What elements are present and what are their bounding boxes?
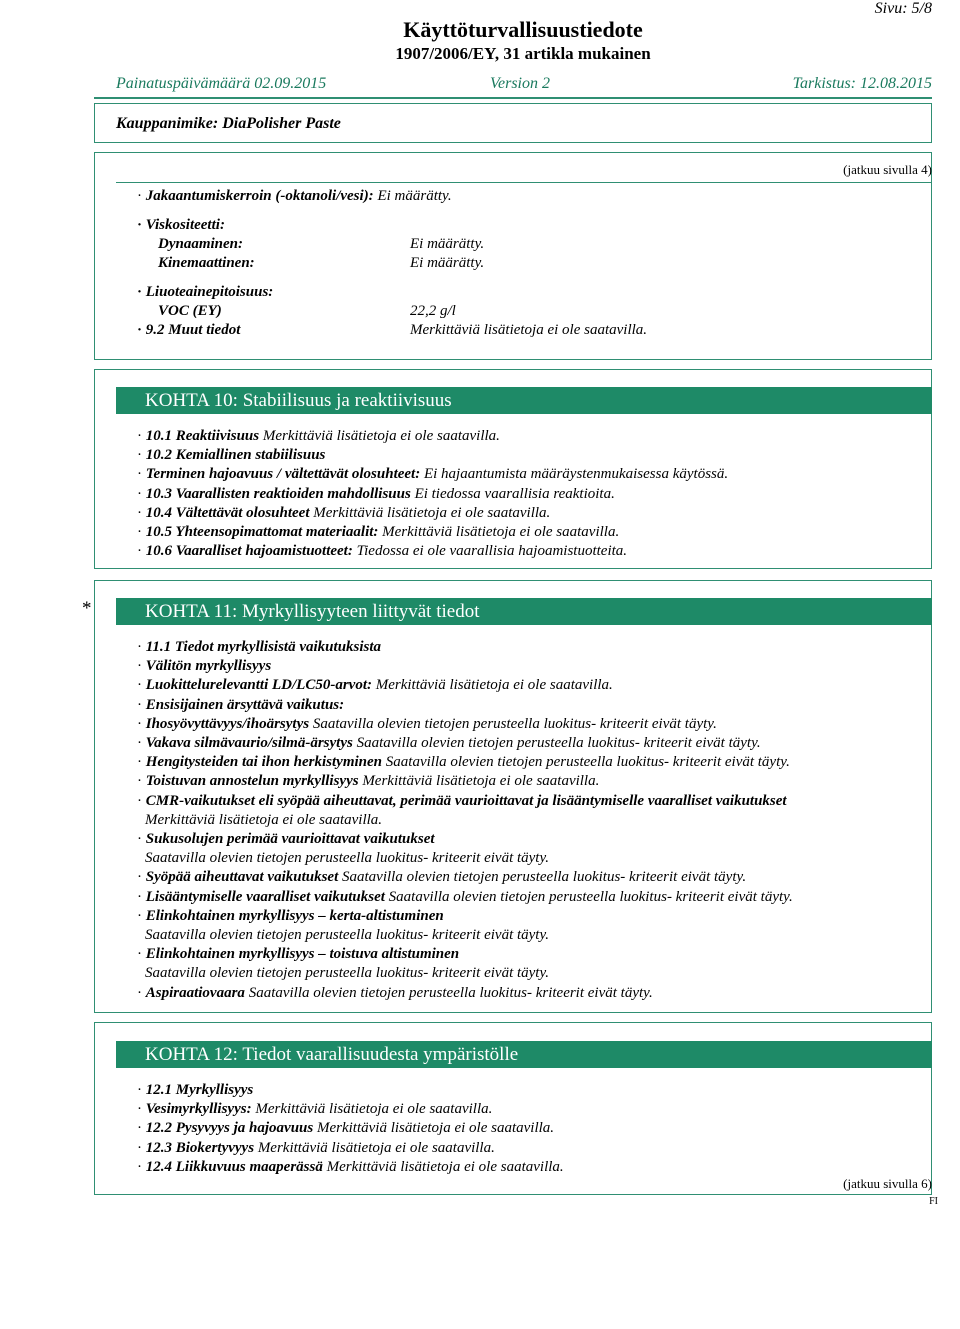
print-date: Painatuspäivämäärä 02.09.2015 [116, 75, 327, 92]
section9-inner-rule [116, 182, 932, 183]
partition-coefficient: · Jakaantumiskerroin (-oktanoli/vesi): Ei määrätty. [137, 188, 452, 204]
item-label: 12.2 Pysyvyys ja hajoavuus [145, 1120, 314, 1137]
item-label: Elinkohtainen myrkyllisyys – kerta-altistuminen [145, 907, 444, 924]
section10-title: KOHTA 10: Stabiilisuus ja reaktiivisuus [116, 387, 932, 414]
trade-name: Kauppanimike: DiaPolisher Paste [116, 115, 341, 132]
other-info-label: · 9.2 Muut tiedot [137, 322, 241, 338]
list-item: · 10.6 Vaaralliset hajoamistuotteet: Tiedossa ei ole vaarallisia hajoamistuotteita. [137, 543, 628, 560]
list-item: · Lisääntymiselle vaaralliset vaikutukset Saatavilla olevien tietojen perusteella luokitus- kriteerit eivät täyty. [137, 888, 793, 905]
list-item: · 11.1 Tiedot myrkyllisistä vaikutuksista [137, 639, 382, 655]
item-value: Saatavilla olevien tietojen perusteella luokitus- kriteerit eivät täyty. [145, 850, 550, 867]
kinematic-value: Ei määrätty. [410, 255, 485, 271]
item-value: Saatavilla olevien tietojen perusteella luokitus- kriteerit eivät täyty. [145, 927, 550, 943]
item-value: Saatavilla olevien tietojen perusteella luokitus- kriteerit eivät täyty. [385, 754, 790, 771]
item-label: Ensisijainen ärsyttävä vaikutus: [145, 696, 345, 713]
dynamic-value: Ei määrätty. [410, 236, 485, 252]
list-item: · Ihosyövyttävyys/ihoärsytys Saatavilla olevien tietojen perusteella luokitus- kriteerit eivät täyty. [137, 715, 717, 732]
list-item: · 10.2 Kemiallinen stabiilisuus [137, 447, 326, 464]
version: Version 2 [490, 75, 550, 92]
item-value: Merkittäviä lisätietoja ei ole saatavilla. [257, 1139, 495, 1156]
list-item: · 12.2 Pysyvyys ja hajoavuus Merkittäviä lisätietoja ei ole saatavilla. [137, 1120, 555, 1137]
list-item [145, 964, 549, 983]
list-item: · Ensisijainen ärsyttävä vaikutus: [137, 696, 345, 713]
item-label: Aspiraatiovaara [145, 984, 245, 1001]
continued-on: (jatkuu sivulla 6) [843, 1176, 932, 1191]
dynamic-label: Dynaaminen: [158, 236, 244, 252]
item-label: 12.1 Myrkyllisyys [145, 1082, 254, 1098]
item-label: Syöpää aiheuttavat vaikutukset [145, 869, 339, 886]
continued-from: (jatkuu sivulla 4) [843, 162, 932, 177]
item-label: Terminen hajoavuus / vältettävät olosuhteet: [145, 466, 421, 483]
list-item: · Syöpää aiheuttavat vaikutukset Saatavilla olevien tietojen perusteella luokitus- kriteerit eivät täyty. [137, 869, 747, 886]
item-label: 10.1 Reaktiivisuus [145, 428, 260, 444]
item-label: 10.5 Yhteensopimattomat materiaalit: [145, 524, 379, 540]
list-item: · 12.4 Liikkuvuus maaperässä Merkittäviä lisätietoja ei ole saatavilla. [137, 1158, 564, 1175]
document-title: Käyttöturvallisuustiedote [403, 17, 643, 42]
item-label: 10.6 Vaaralliset hajoamistuotteet: [145, 543, 353, 560]
item-value: Merkittäviä lisätietoja ei ole saatavilla. [375, 677, 613, 694]
list-item: · 10.1 Reaktiivisuus Merkittäviä lisätietoja ei ole saatavilla. [137, 428, 500, 444]
list-item [145, 811, 382, 830]
page-number: Sivu: 5/8 [874, 0, 932, 17]
list-item: · Elinkohtainen myrkyllisyys – toistuva altistuminen [137, 946, 460, 963]
item-label: Sukusolujen perimää vaurioittavat vaikutukset [145, 831, 435, 847]
item-label: Vakava silmävaurio/silmä-ärsytys [145, 735, 353, 751]
list-item: · Hengitysteiden tai ihon herkistyminen Saatavilla olevien tietojen perusteella luokitus- kriteerit eivät täyty. [137, 754, 790, 771]
item-value: Saatavilla olevien tietojen perusteella luokitus- kriteerit eivät täyty. [356, 735, 761, 751]
list-item: · 12.3 Biokertyvyys Merkittäviä lisätietoja ei ole saatavilla. [137, 1139, 495, 1156]
list-item: · Luokittelurelevantti LD/LC50-arvot: Merkittäviä lisätietoja ei ole saatavilla. [137, 677, 613, 694]
section11-title: KOHTA 11: Myrkyllisyyteen liittyvät tiedot [116, 598, 932, 625]
item-label: 10.3 Vaarallisten reaktioiden mahdollisuus [145, 485, 411, 502]
kinematic-label: Kinemaattinen: [158, 255, 255, 271]
item-value: Saatavilla olevien tietojen perusteella luokitus- kriteerit eivät täyty. [145, 965, 550, 982]
item-label: Välitön myrkyllisyys [145, 658, 272, 675]
list-item: · 10.4 Vältettävät olosuhteet Merkittäviä lisätietoja ei ole saatavilla. [137, 504, 551, 521]
solvent-label: · Liuoteainepitoisuus: [137, 284, 274, 300]
item-value: Merkittäviä lisätietoja ei ole saatavilla. [255, 1101, 493, 1118]
item-label: Elinkohtainen myrkyllisyys – toistuva altistuminen [145, 946, 460, 963]
voc-label: VOC (EY) [158, 303, 222, 319]
item-value: Saatavilla olevien tietojen perusteella luokitus- kriteerit eivät täyty. [248, 984, 653, 1001]
item-value: Merkittäviä lisätietoja ei ole saatavilla. [316, 1120, 555, 1137]
list-item: · Vesimyrkyllisyys: Merkittäviä lisätietoja ei ole saatavilla. [137, 1101, 493, 1118]
item-label: Hengitysteiden tai ihon herkistyminen [145, 754, 383, 771]
item-value: Merkittäviä lisätietoja ei ole saatavilla. [145, 811, 383, 828]
revision-marker: * [82, 598, 92, 619]
item-value: Saatavilla olevien tietojen perusteella luokitus- kriteerit eivät täyty. [312, 715, 717, 732]
item-value: Merkittäviä lisätietoja ei ole saatavilla. [362, 773, 600, 790]
list-item: · Toistuvan annostelun myrkyllisyys Merkittäviä lisätietoja ei ole saatavilla. [137, 773, 600, 790]
trade-name-box [94, 103, 932, 143]
list-item: · Sukusolujen perimää vaurioittavat vaikutukset [137, 831, 435, 847]
viscosity-label: · Viskositeetti: [137, 217, 225, 233]
list-item: · Aspiraatiovaara Saatavilla olevien tietojen perusteella luokitus- kriteerit eivät täyty. [137, 984, 653, 1001]
item-label: Lisääntymiselle vaaralliset vaikutukset [145, 888, 385, 905]
other-info-value: Merkittäviä lisätietoja ei ole saatavilla. [410, 322, 648, 338]
list-item: · Välitön myrkyllisyys [137, 658, 272, 675]
item-value: Saatavilla olevien tietojen perusteella luokitus- kriteerit eivät täyty. [342, 869, 747, 886]
list-item [145, 926, 549, 945]
item-value: Merkittäviä lisätietoja ei ole saatavilla. [313, 504, 551, 521]
list-item [145, 849, 549, 868]
list-item: · 12.1 Myrkyllisyys [137, 1082, 254, 1098]
item-value: Saatavilla olevien tietojen perusteella luokitus- kriteerit eivät täyty. [388, 888, 793, 905]
list-item: · Terminen hajoavuus / vältettävät olosuhteet: Ei hajaantumista määräystenmukaisessa käytössä. [137, 466, 729, 483]
list-item: · 10.3 Vaarallisten reaktioiden mahdollisuus Ei tiedossa vaarallisia reaktioita. [137, 485, 615, 502]
list-item: · CMR-vaikutukset eli syöpää aiheuttavat, perimää vaurioittavat ja lisääntymiselle vaaralliset vaikutukset [137, 792, 787, 809]
item-label: Luokittelurelevantti LD/LC50-arvot: [145, 677, 372, 694]
item-label: Ihosyövyttävyys/ihoärsytys [145, 715, 310, 732]
voc-value: 22,2 g/l [410, 303, 456, 319]
item-label: 12.3 Biokertyvyys [145, 1139, 255, 1156]
item-label: 10.2 Kemiallinen stabiilisuus [145, 447, 326, 464]
revision-date: Tarkistus: 12.08.2015 [792, 75, 932, 92]
language-code: FI [929, 1196, 938, 1207]
item-value: Tiedossa ei ole vaarallisia hajoamistuotteita. [356, 543, 628, 560]
item-value: Merkittäviä lisätietoja ei ole saatavilla. [326, 1158, 564, 1175]
item-value: Ei hajaantumista määräystenmukaisessa käytössä. [423, 466, 729, 483]
item-label: CMR-vaikutukset eli syöpää aiheuttavat, perimää vaurioittavat ja lisääntymiselle vaaralliset vaikutukset [145, 792, 787, 809]
regulation-reference: 1907/2006/EY, 31 artikla mukainen [395, 44, 651, 63]
section12-title: KOHTA 12: Tiedot vaarallisuudesta ympäristölle [116, 1041, 932, 1068]
list-item: · Elinkohtainen myrkyllisyys – kerta-altistuminen [137, 907, 444, 924]
item-value: Ei tiedossa vaarallisia reaktioita. [414, 485, 615, 502]
list-item: · Vakava silmävaurio/silmä-ärsytys Saatavilla olevien tietojen perusteella luokitus- kriteerit eivät täyty. [137, 735, 761, 751]
item-label: 10.4 Vältettävät olosuhteet [145, 504, 310, 521]
item-value: Merkittäviä lisätietoja ei ole saatavilla. [262, 428, 500, 444]
list-item: · 10.5 Yhteensopimattomat materiaalit: Merkittäviä lisätietoja ei ole saatavilla. [137, 524, 620, 540]
item-label: 11.1 Tiedot myrkyllisistä vaikutuksista [145, 639, 382, 655]
item-label: 12.4 Liikkuvuus maaperässä [145, 1158, 323, 1175]
item-label: Vesimyrkyllisyys: [145, 1101, 252, 1118]
header-divider [94, 97, 932, 99]
item-label: Toistuvan annostelun myrkyllisyys [145, 773, 359, 790]
item-value: Merkittäviä lisätietoja ei ole saatavilla. [382, 524, 620, 540]
